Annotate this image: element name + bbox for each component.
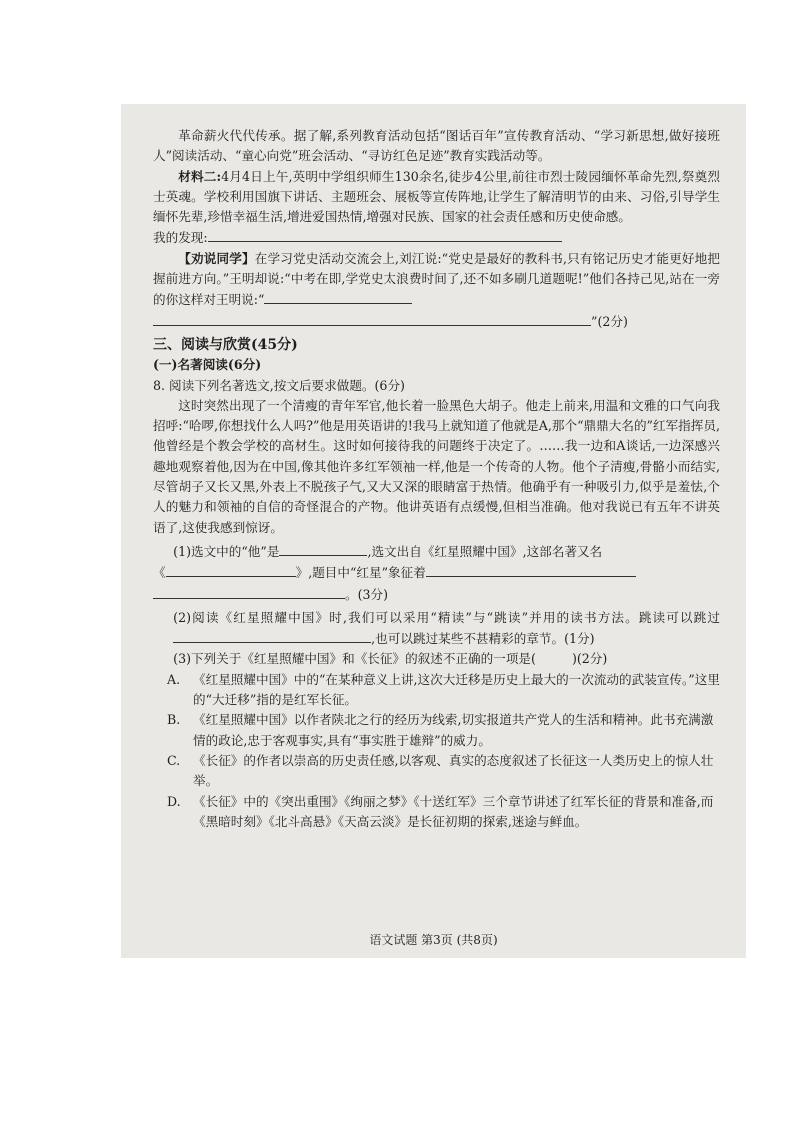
my-finding-label: 我的发现: bbox=[153, 230, 208, 246]
option-c-text: 《长征》的作者以崇高的历史责任感,以客观、真实的态度叙述了长征这一人类历史上的惊人壮举。 bbox=[193, 752, 714, 789]
option-a bbox=[153, 670, 720, 711]
option-a-text: 《红星照耀中国》中的“在某种意义上讲,这次大迁移是历史上最大的一次流动的武装宣传。”这里的“大迁移”指的是红军长征。 bbox=[193, 671, 720, 708]
material2-text: 4月4日上午,英明中学组织师生130余名,徒步4公里,前往市烈士陵园缅怀革命先烈,祭奠烈士英魂。学校利用国旗下讲话、主题班会、展板等宣传阵地,让学生了解清明节的由来、习俗,引导学生缅怀先辈,珍惜幸福生活,增进爱国热情,增强对民族、国家的社会责任感和历史使命感。 bbox=[153, 168, 720, 225]
subquestion-1-blank-symbol[interactable] bbox=[426, 562, 636, 577]
subquestion-1-text-d: 》,题目中“红星”象征着 bbox=[295, 565, 426, 581]
option-d-letter: D. bbox=[167, 793, 181, 809]
material2-label: 材料二: bbox=[178, 168, 222, 184]
subquestion-2-text-b: ,也可以跳过某些不甚精彩的章节。(1分) bbox=[371, 631, 595, 647]
subquestion-1-blank-person[interactable] bbox=[279, 541, 367, 556]
my-finding-row bbox=[153, 227, 720, 248]
subquestion-1-text-c: 《 bbox=[153, 565, 166, 581]
question-8-stem: 8. 阅读下列名著选文,按文后要求做题。(6分) bbox=[153, 377, 405, 393]
option-d-text: 《长征》中的《突出重围》《绚丽之梦》《十送红军》三个章节讲述了红军长征的背景和准备,而《黑暗时刻》《北斗高悬》《天高云淡》是长征初期的探索,迷途与鲜血。 bbox=[193, 793, 714, 829]
subquestion-1-text-a: (1)选文中的“他”是 bbox=[173, 543, 280, 559]
persuade-answer-blank-1[interactable] bbox=[264, 289, 412, 304]
subquestion-3-text-a: (3)下列关于《红星照耀中国》和《长征》的叙述不正确的一项是( bbox=[173, 651, 536, 667]
subsection-1-title: (一)名著阅读(6分) bbox=[153, 357, 262, 373]
subquestion-1-text-e: 。(3分) bbox=[345, 586, 389, 602]
persuade-end-row bbox=[153, 311, 720, 332]
option-b-text: 《红星照耀中国》以作者陕北之行的经历为线索,切实报道共产党人的生活和精神。此书充满激情的政论,忠于客观事实,具有“事实胜于雄辩”的威力。 bbox=[193, 712, 714, 748]
option-a-letter: A. bbox=[167, 671, 181, 687]
subquestion-1-line2 bbox=[153, 562, 720, 583]
subquestion-1-line3 bbox=[153, 584, 720, 605]
subquestion-2-blank[interactable] bbox=[173, 628, 371, 643]
section-3-title: 三、阅读与欣赏(45分) bbox=[153, 336, 298, 353]
material1-tail: 革命薪火代代传承。据了解,系列教育活动包括“图话百年”宣传教育活动、“学习新思想,做好接班人”阅读活动、“童心向党”班会活动、“寻访红色足迹”教育实践活动等。 bbox=[153, 128, 720, 164]
option-c-letter: C. bbox=[167, 752, 181, 768]
subquestion-2 bbox=[153, 608, 720, 650]
my-finding-answer-blank[interactable] bbox=[208, 227, 562, 242]
subquestion-1 bbox=[153, 541, 720, 562]
scanned-exam-page bbox=[121, 104, 746, 958]
persuade-answer-blank-2[interactable] bbox=[153, 311, 591, 326]
subquestion-1-blank-alt-title[interactable] bbox=[166, 562, 296, 577]
subquestion-1-blank-symbol-cont[interactable] bbox=[153, 584, 345, 599]
option-b bbox=[153, 710, 720, 751]
option-b-letter: B. bbox=[167, 712, 181, 728]
page-footer: 语文试题 第3页 (共8页) bbox=[369, 933, 498, 947]
subquestion-3 bbox=[153, 649, 720, 669]
option-d bbox=[153, 792, 720, 833]
persuade-paragraph bbox=[153, 249, 720, 311]
persuade-label: 【劝说同学】 bbox=[178, 250, 255, 266]
subquestion-3-text-b: )(2分) bbox=[571, 651, 608, 667]
material2-paragraph bbox=[153, 167, 720, 228]
subquestion-2-text-a: (2)阅读《红星照耀中国》时,我们可以采用“精读”与“跳读”并用的读书方法。跳读可以跳过 bbox=[173, 609, 720, 625]
subquestion-1-text-b: ,选文出自《红星照耀中国》,这部名著又名 bbox=[367, 543, 603, 559]
option-c bbox=[153, 751, 720, 792]
novel-excerpt: 这时突然出现了一个清瘦的青年军官,他长着一脸黑色大胡子。他走上前来,用温和文雅的口气向我招呼:“哈啰,你想找什么人吗?”他是用英语讲的!我马上就知道了他就是A,那个“鼎鼎大名的”红军指挥员,他曾经是个教会学校的高材生。这时如何接待我的问题终于决定了。……我一边和A谈话,一边深感兴趣地观察着他,因为在中国,像其他许多红军领袖一样,他是一个传奇的人物。他个子清瘦,骨骼小而结实,尽管胡子又长又黑,外表上不脱孩子气,又大又深的眼睛富于热情。他确乎有一种吸引力,似乎是羞怯,个人的魅力和领袖的自信的奇怪混合的产物。他讲英语有点缓慢,但相当准确。他对我说已有五年不讲英语了,这使我感到惊讶。 bbox=[153, 397, 720, 535]
persuade-end: ”(2分) bbox=[591, 313, 628, 329]
persuade-text: 在学习党史活动交流会上,刘江说:“党史是最好的教科书,只有铭记历史才能更好地把握前进方向。”王明却说:“中考在即,学党史太浪费时间了,还不如多刷几道题呢!”他们各持己见,站在一旁的你这样对王明说:“ bbox=[153, 250, 720, 308]
